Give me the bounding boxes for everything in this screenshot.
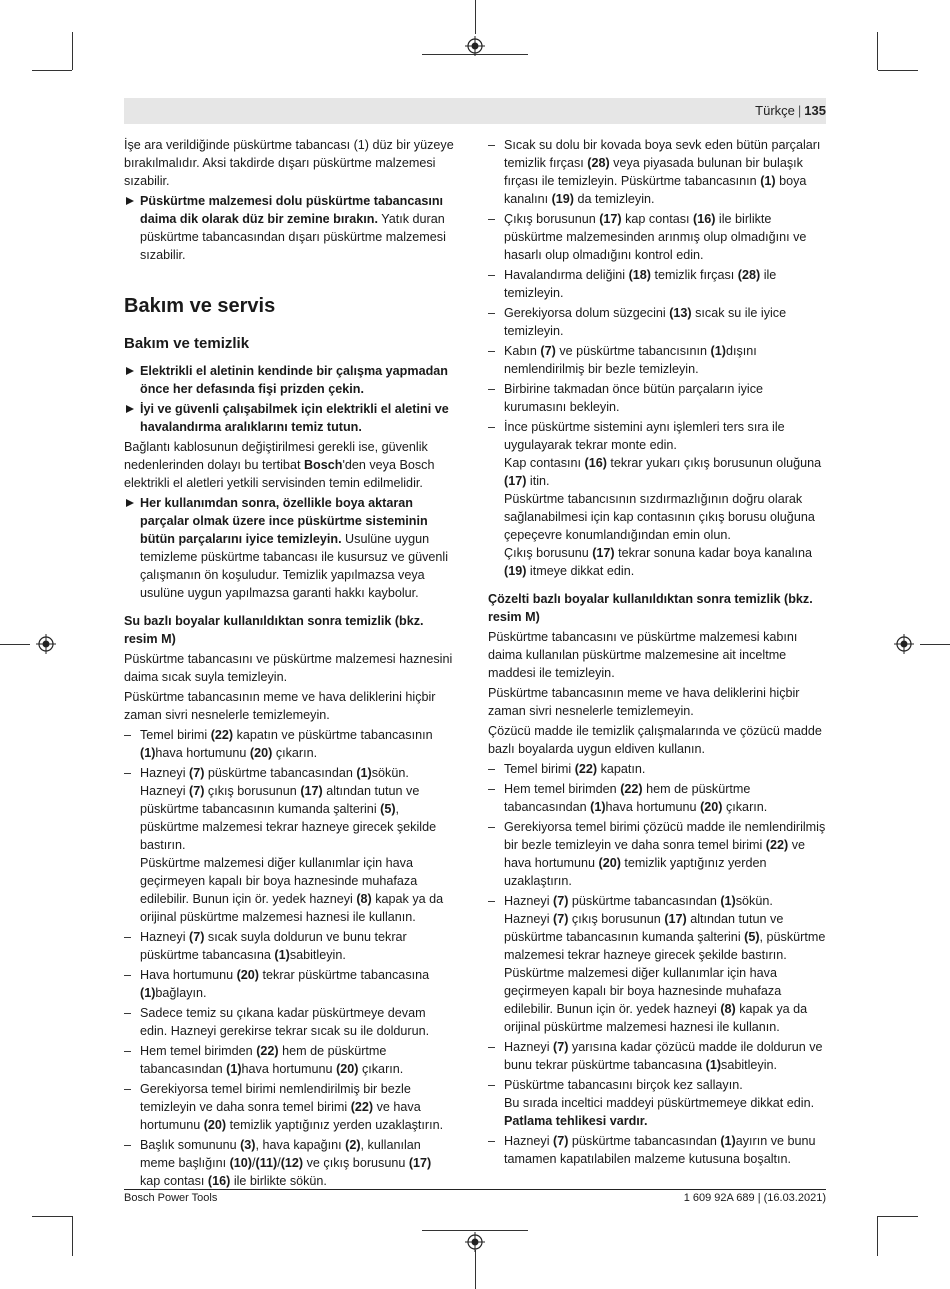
warning-unplug: Elektrikli el aletinin kendinde bir çalışma yapmadan önce her defasında fişi prizden çekin. xyxy=(124,362,454,398)
crop-mark xyxy=(878,70,918,71)
crop-mark xyxy=(32,1216,72,1217)
list-item: – Hazneyi (7) püskürtme tabancasından (1)sökün. Hazneyi (7) çıkış borusunun (17) altından tutun ve püskürtme tabancasının kumanda şalterini (5), püskürtme malzemesi tekrar hazneye girecek şekilde bastırın. Püskürtme malzemesi diğer kullanımlar için hava geçirmeyen kapalı bir boya haznesinde muhafaza edilebilir. Bunun için ör. yedek hazneyi (8) kapak ya da orijinal püskürtme malzemesi haznesi ile kullanın. xyxy=(488,892,828,1036)
crop-mark xyxy=(920,644,950,645)
solvent-cleaning-heading: Çözelti bazlı boyalar kullanıldıktan sonra temizlik (bkz. resim M) xyxy=(488,592,813,624)
registration-mark-icon xyxy=(465,1232,485,1252)
warning-keep-clean: İyi ve güvenli çalışabilmek için elektrikli el aletini ve havalandırma aralıklarını temiz tutun. xyxy=(124,400,454,436)
section-title: Bakım ve servis xyxy=(124,295,276,317)
water-paragraph-2: Püskürtme tabancasının meme ve hava deliklerini hiçbir zaman sivri nesnelerle temizlemeyin. xyxy=(124,690,436,722)
header-label: Türkçe | 135 xyxy=(755,103,826,118)
water-cleaning-heading: Su bazlı boyalar kullanıldıktan sonra temizlik (bkz. resim M) xyxy=(124,614,424,646)
water-paragraph-1: Püskürtme tabancasını ve püskürtme malzemesi haznesini daima sıcak suyla temizleyin. xyxy=(124,652,453,684)
page-number: 135 xyxy=(804,103,826,118)
page-header xyxy=(124,98,826,124)
list-item: – Hazneyi (7) sıcak suyla doldurun ve bunu tekrar püskürtme tabancasına (1)sabitleyin. xyxy=(124,928,454,964)
crop-mark xyxy=(72,1216,73,1256)
list-item: – Temel birimi (22) kapatın. xyxy=(488,760,828,778)
crop-mark xyxy=(877,32,878,70)
header-language: Türkçe xyxy=(755,103,795,118)
list-item: – Hazneyi (7) püskürtme tabancasından (1)ayırın ve bunu tamamen kapatılabilen malzeme kutusuna boşaltın. xyxy=(488,1132,828,1168)
list-item: – Gerekiyorsa temel birimi çözücü madde ile nemlendirilmiş bir bezle temizleyin ve daha sonra temel birimi (22) ve hava hortumunu (20) temizlik yaptığınız yerden uzaklaştırın. xyxy=(488,818,828,890)
list-item: – Hazneyi (7) püskürtme tabancasından (1)sökün. Hazneyi (7) çıkış borusunun (17) altından tutun ve püskürtme tabancasının kumanda şalterini (5), püskürtme malzemesi tekrar hazneye girecek şekilde bastırın. Püskürtme malzemesi diğer kullanımlar için hava geçirmeyen kapalı bir boya haznesinde muhafaza edilebilir. Bunun için ör. yedek hazneyi (8) kapak ya da orijinal püskürtme malzemesi haznesi ile kullanın. xyxy=(124,764,454,926)
crop-mark xyxy=(0,644,30,645)
list-item: – Başlık somununu (3), hava kapağını (2), kullanılan meme başlığını (10)/(11)/(12) ve çıkış borusunu (17) kap contası (16) ile birlikte sökün. xyxy=(124,1136,454,1190)
solvent-paragraph-3: Çözücü madde ile temizlik çalışmalarında ve çözücü madde bazlı boyalarda uygun eldiven kullanın. xyxy=(488,724,822,756)
solvent-paragraph-1: Püskürtme tabancasını ve püskürtme malzemesi kabını daima kullanılan püskürtme malzemesine ait inceltme maddesi ile temizleyin. xyxy=(488,630,798,680)
solvent-steps-list xyxy=(488,760,828,1168)
list-item: – Sadece temiz su çıkana kadar püskürtmeye devam edin. Hazneyi gerekirse tekrar sıcak su ile doldurun. xyxy=(124,1004,454,1040)
solvent-paragraph-2: Püskürtme tabancasının meme ve hava deliklerini hiçbir zaman sivri nesnelerle temizlemeyin. xyxy=(488,686,800,718)
list-item: – Kabın (7) ve püskürtme tabancısının (1)dışını nemlendirilmiş bir bezle temizleyin. xyxy=(488,342,828,378)
registration-mark-icon xyxy=(465,36,485,56)
subsection-title: Bakım ve temizlik xyxy=(124,335,250,352)
registration-mark-icon xyxy=(894,634,914,654)
warning-upright: Püskürtme malzemesi dolu püskürtme tabancasını daima dik olarak düz bir zemine bırakın. Yatık duran püskürtme tabancasından dışarı püskürtme malzemesi sızabilir. xyxy=(124,192,454,264)
list-item: – Havalandırma deliğini (18) temizlik fırçası (28) ile temizleyin. xyxy=(488,266,828,302)
crop-mark xyxy=(72,32,73,70)
list-item: – Birbirine takmadan önce bütün parçaların iyice kurumasını bekleyin. xyxy=(488,380,828,416)
intro-paragraph: İşe ara verildiğinde püskürtme tabancası (1) düz bir yüzeye bırakılmalıdır. Aksi takdirde dışarı püskürtme malzemesi sızabilir. xyxy=(124,138,454,188)
cable-paragraph: Bağlantı kablosunun değiştirilmesi gerekli ise, güvenlik nedenlerinden dolayı bu tertibat Bosch'den veya Bosch elektrikli el aletleri yetkili servisinden temin edilmelidir. xyxy=(124,440,435,490)
list-item: – Sıcak su dolu bir kovada boya sevk eden bütün parçaları temizlik fırçası (28) veya piyasada bulunan bir bulaşık fırçası ile temizleyin. Püskürtme tabancasının (1) boya kanalını (19) da temizleyin. xyxy=(488,136,828,208)
footer-brand: Bosch Power Tools xyxy=(124,1192,218,1204)
water-steps-continued-list xyxy=(488,136,828,580)
list-item: – Temel birimi (22) kapatın ve püskürtme tabancasının (1)hava hortumunu (20) çıkarın. xyxy=(124,726,454,762)
crop-mark xyxy=(475,0,476,34)
crop-mark xyxy=(475,1250,476,1289)
registration-mark-icon xyxy=(36,634,56,654)
footer-document-id: 1 609 92A 689 | (16.03.2021) xyxy=(683,1192,826,1204)
list-item: – Püskürtme tabancasını birçok kez sallayın. Bu sırada inceltici maddeyi püskürtmemeye dikkat edin. Patlama tehlikesi vardır. xyxy=(488,1076,828,1130)
crop-mark xyxy=(422,1230,528,1231)
list-item: – Hazneyi (7) yarısına kadar çözücü madde ile doldurun ve bunu tekrar püskürtme tabancasına (1)sabitleyin. xyxy=(488,1038,828,1074)
list-item: – Çıkış borusunun (17) kap contası (16) ile birlikte püskürtme malzemesinden arınmış olup olmadığını ve hasarlı olup olmadığını kontrol edin. xyxy=(488,210,828,264)
left-column xyxy=(124,136,454,1192)
water-steps-list xyxy=(124,726,454,1190)
crop-mark xyxy=(878,1216,918,1217)
footer-rule xyxy=(124,1189,826,1190)
list-item: – Hem temel birimden (22) hem de püskürtme tabancasından (1)hava hortumunu (20) çıkarın. xyxy=(124,1042,454,1078)
list-item: – Hem temel birimden (22) hem de püskürtme tabancasından (1)hava hortumunu (20) çıkarın. xyxy=(488,780,828,816)
list-item: – Hava hortumunu (20) tekrar püskürtme tabancasına (1)bağlayın. xyxy=(124,966,454,1002)
right-column xyxy=(488,136,828,1170)
list-item: – Gerekiyorsa temel birimi nemlendirilmiş bir bezle temizleyin ve daha sonra temel birimi (22) ve hava hortumunu (20) temizlik yaptığınız yerden uzaklaştırın. xyxy=(124,1080,454,1134)
crop-mark xyxy=(32,70,72,71)
list-item: – Gerekiyorsa dolum süzgecini (13) sıcak su ile iyice temizleyin. xyxy=(488,304,828,340)
crop-mark xyxy=(877,1216,878,1256)
list-item: – İnce püskürtme sistemini aynı işlemleri ters sıra ile uygulayarak tekrar monte edin. Kap contasını (16) tekrar yukarı çıkış borusunun oluğuna (17) itin. Püskürtme tabancısının sızdırmazlığının doğru olarak sağlanabilmesi için kap contasının çıkış borusu oluğuna çepeçevre konumlandığından emin olun. Çıkış borusunu (17) tekrar sonuna kadar boya kanalına (19) itmeye dikkat edin. xyxy=(488,418,828,580)
warning-after-use: Her kullanımdan sonra, özellikle boya aktaran parçalar olmak üzere ince püskürtme sisteminin bütün parçalarını iyice temizleyin. Usulüne uygun temizleme püskürtme tabancası ile kusursuz ve güvenli çalışmanın ön koşuludur. Temizlik yapılmazsa veya usulüne uygun yapılmazsa garanti hakkı kaybolur. xyxy=(124,494,454,602)
